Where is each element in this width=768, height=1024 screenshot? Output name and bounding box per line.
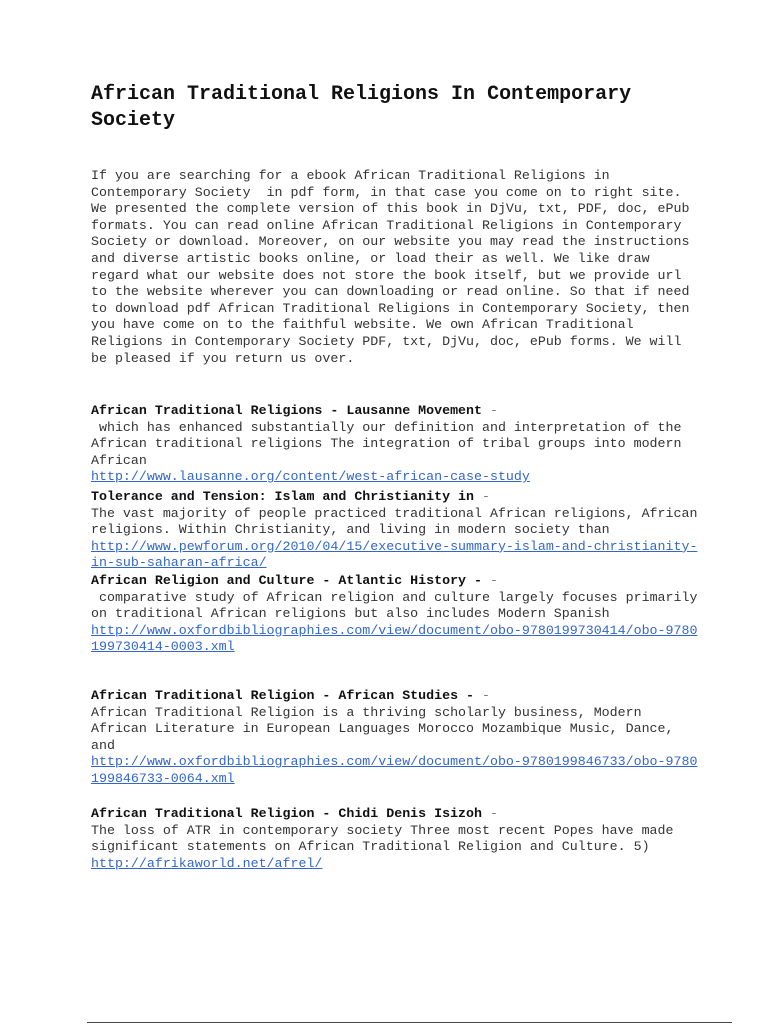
result-link[interactable]: http://www.oxfordbibliographies.com/view/document/obo-9780199730414/obo-9780 199730414-0003.xml: [91, 622, 698, 655]
result-link[interactable]: http://www.oxfordbibliographies.com/view/document/obo-9780199846733/obo-9780 199846733-0064.xml: [91, 754, 698, 786]
result-title: African Religion and Culture - Atlantic History - -: [91, 573, 498, 588]
result-entry: [91, 806, 751, 872]
result-title: African Traditional Religion - African Studies - -: [91, 688, 490, 703]
title-dash: -: [474, 688, 490, 703]
result-snippet: The loss of ATR in contemporary society Three most recent Popes have made significant statements on African Traditional Religion and Culture. 5): [91, 822, 674, 855]
result-snippet: African Traditional Religion is a thriving scholarly business, Modern African Literature in European Languages Morocco Mozambique Music, Dance, and: [91, 704, 674, 753]
title-dash: -: [482, 403, 498, 418]
result-link[interactable]: http://www.lausanne.org/content/west-african-case-study: [91, 469, 530, 485]
result-entry: [91, 489, 751, 572]
result-entry: [91, 403, 751, 486]
title-dash: -: [482, 806, 498, 821]
document-title: African Traditional Religions In Contemporary Society: [91, 83, 632, 132]
title-dash: -: [482, 573, 498, 588]
result-snippet: The vast majority of people practiced traditional African religions, African religions. Within Christianity, and living in modern society than: [91, 505, 698, 538]
result-title: Tolerance and Tension: Islam and Christianity in -: [91, 489, 490, 504]
result-entry: [91, 573, 751, 656]
intro-paragraph: If you are searching for a ebook African Traditional Religions in Contemporary Society in pdf form, in that case you come on to right site. We presented the complete version of this book in DjVu, txt, PDF, doc, ePub formats. You can read online African Traditional Religions in Contemporary Society or download. Moreover, on our website you may read the instructions and diverse artistic books online, or load their as well. We like draw regard what our website does not store the book itself, but we provide url to the website wherever you can downloading or read online. So that if need to download pdf African Traditional Religions in Contemporary Society, then you have come on to the faithful website. We own African Traditional Religions in Contemporary Society PDF, txt, DjVu, doc, ePub forms. We will be pleased if you return us over.: [91, 168, 690, 366]
title-dash: -: [474, 489, 490, 504]
result-snippet: which has enhanced substantially our definition and interpretation of the African traditional religions The integration of tribal groups into modern African: [91, 419, 682, 468]
result-link[interactable]: http://www.pewforum.org/2010/04/15/executive-summary-islam-and-christianity- in-sub-saharan-africa/: [91, 538, 698, 571]
result-snippet: comparative study of African religion and culture largely focuses primarily on traditional African religions but also includes Modern Spanish: [91, 589, 698, 622]
result-entry: [91, 688, 751, 788]
result-title: African Traditional Religion - Chidi Denis Isizoh -: [91, 806, 498, 821]
result-link[interactable]: http://afrikaworld.net/afrel/: [91, 855, 323, 871]
footer-divider: [87, 1022, 732, 1023]
result-title: African Traditional Religions - Lausanne Movement -: [91, 403, 498, 418]
